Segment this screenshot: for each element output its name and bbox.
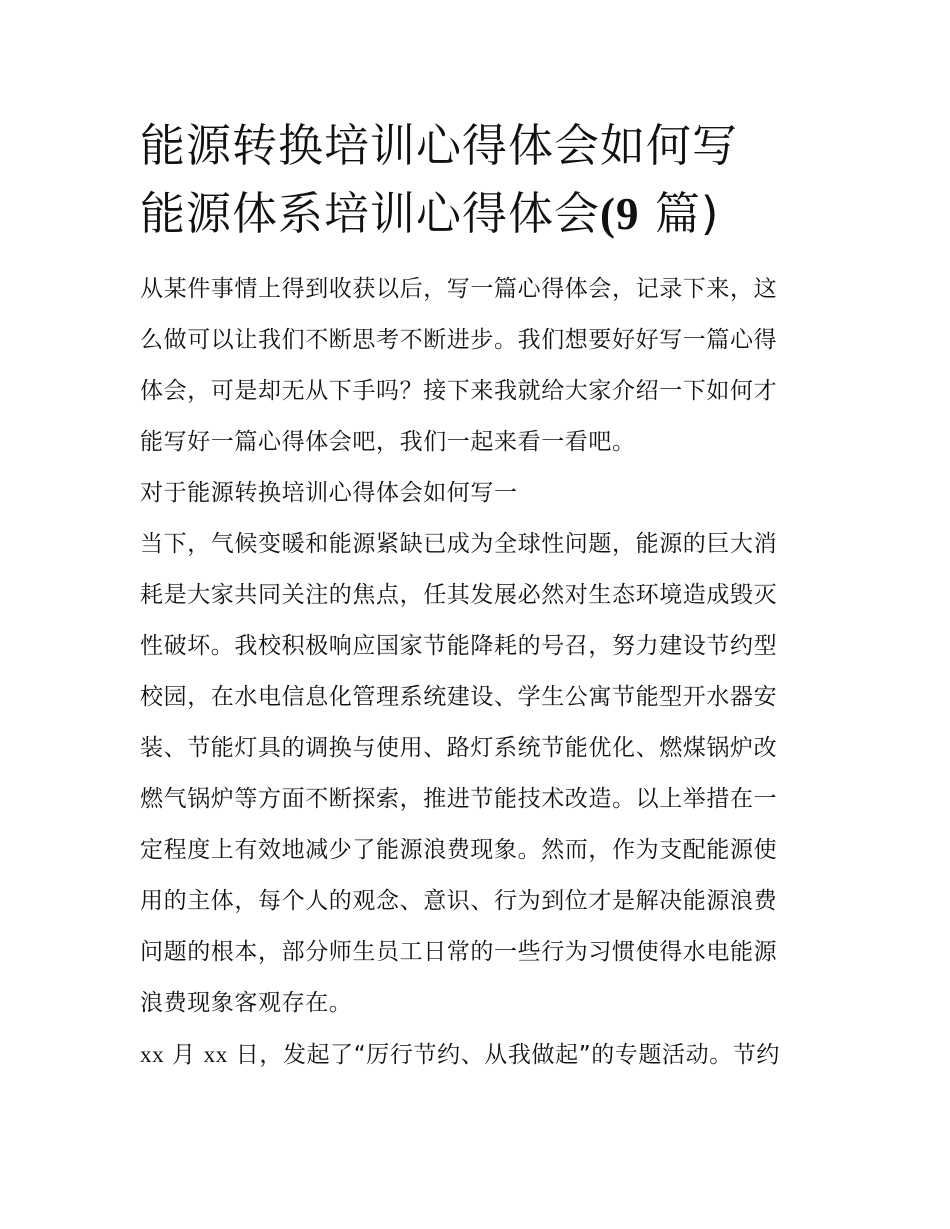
date-month-placeholder: xx — [140, 1042, 165, 1067]
intro-line: 体会，可是却无从下手吗？接下来我就给大家介绍一下如何才 — [140, 378, 778, 404]
body-line: 问题的根本，部分师生员工日常的一些行为习惯使得水电能源 — [140, 939, 778, 965]
intro-line: 能写好一篇心得体会吧，我们一起来看一看吧。 — [140, 429, 636, 455]
last-line-text: 日，发起了“厉行节约、从我做起”的专题活动。节约 — [235, 1042, 781, 1068]
body-line: 校园，在水电信息化管理系统建设、学生公寓节能型开水器安 — [140, 684, 778, 710]
body-line: 耗是大家共同关注的焦点，任其发展必然对生态环境造成毁灭 — [140, 582, 778, 608]
body-line: 性破坏。我校积极响应国家节能降耗的号召，努力建设节约型 — [140, 633, 778, 659]
body-line: 用的主体，每个人的观念、意识、行为到位才是解决能源浪费 — [140, 888, 778, 914]
date-day-placeholder: xx — [203, 1042, 228, 1067]
document-body — [140, 264, 812, 1081]
body-line: 装、节能灯具的调换与使用、路灯系统节能优化、燃煤锅炉改 — [140, 735, 778, 761]
body-line: 浪费现象客观存在。 — [140, 990, 353, 1016]
title-line-2-text: 能源体系培训心得体会 — [140, 187, 601, 240]
title-line-1: 能源转换培训心得体会如何写 — [140, 119, 739, 172]
section-heading: 对于能源转换培训心得体会如何写一 — [140, 480, 518, 506]
document-content — [140, 112, 812, 1081]
last-line — [140, 1029, 812, 1081]
body-line: 当下，气候变暖和能源紧缺已成为全球性问题，能源的巨大消 — [140, 531, 778, 557]
body-line: 定程度上有效地减少了能源浪费现象。然而，作为支配能源使 — [140, 837, 778, 863]
title-count: (9 — [600, 189, 640, 239]
month-label: 月 — [172, 1042, 196, 1068]
document-title — [140, 112, 812, 248]
body-line: 燃气锅炉等方面不断探索，推进节能技术改造。以上举措在一 — [140, 786, 778, 812]
intro-line: 从某件事情上得到收获以后，写一篇心得体会，记录下来，这 — [140, 276, 778, 302]
title-line-2-end: 篇) — [654, 187, 720, 240]
title-line-2 — [140, 180, 812, 248]
intro-line: 么做可以让我们不断思考不断进步。我们想要好好写一篇心得 — [140, 327, 778, 353]
